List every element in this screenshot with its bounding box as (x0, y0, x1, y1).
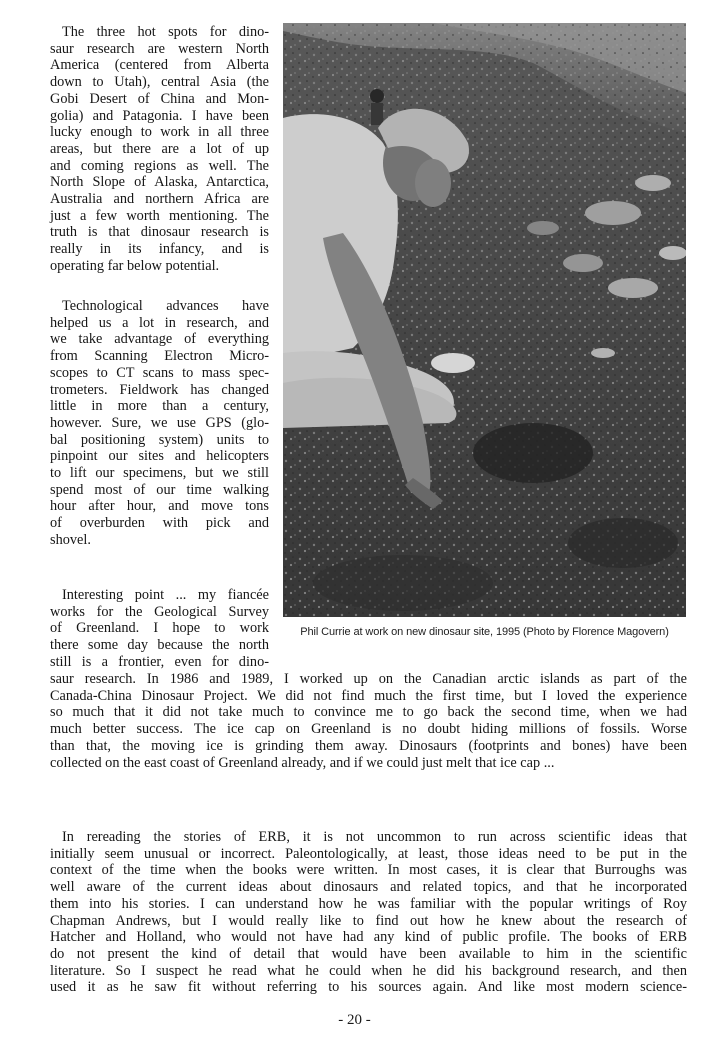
column-paragraph-3 (50, 587, 269, 671)
text-line: shovel. (50, 531, 91, 548)
text-line: and coming regions as well. The (50, 157, 269, 174)
text-line: really in its infancy, and is (50, 241, 269, 258)
text-line: trometers. Fieldwork has changed (50, 381, 269, 398)
text-line: collected on the east coast of Greenland already, and if we could just melt that ice cap ... (50, 754, 555, 771)
text-line: scopes to CT scans to mass spec- (50, 364, 269, 381)
text-line: literature. So I suspect he read what he could when he did his background research, and then (50, 962, 687, 979)
text-line: Canada-China Dinosaur Project. We did not find much the first time, but I loved the experience (50, 687, 687, 704)
text-line: Australia and northern Africa are (50, 191, 269, 208)
field-photo (283, 23, 686, 617)
text-line: there some day because the north (50, 637, 269, 654)
text-line: them into his stories. I can understand how he was familiar with the popular writings of Roy (50, 895, 687, 912)
text-line: than that, the moving ice is grinding them away. Dinosaurs (footprints and bones) have been (50, 737, 687, 754)
text-line: operating far below potential. (50, 257, 220, 274)
text-line: of Greenland. I hope to work (50, 620, 269, 637)
text-line: saur research are western North (50, 40, 269, 57)
text-line: context of the time when the books were written. In most cases, it is clear that Burroughs was (50, 862, 687, 879)
text-line: bal positioning system) units to (50, 431, 269, 448)
text-line: initially seem unusual or incorrect. Paleontologically, at least, those ideas need to be put in the (50, 845, 687, 862)
text-line: North Slope of Alaska, Antarctica, (50, 174, 269, 191)
text-line: The three hot spots for dino- (62, 24, 269, 40)
text-line: Technological advances have (62, 298, 269, 314)
text-line: Hatcher and Holland, who would not have had any kind of public profile. The books of ERB (50, 929, 687, 946)
text-line: In rereading the stories of ERB, it is not uncommon to run across scientific ideas that (62, 829, 687, 845)
text-line: Interesting point ... my fiancée (62, 587, 269, 603)
field-photo-image (283, 23, 686, 617)
text-line: down to Utah), central Asia (the (50, 74, 269, 91)
text-line: just a few worth mentioning. The (50, 207, 269, 224)
text-line: America (centered from Alberta (50, 57, 269, 74)
text-line: Chapman Andrews, but I would really like to find out how he knew about the research of (50, 912, 687, 929)
text-line: we take advantage of everything (50, 331, 269, 348)
text-line: works for the Geological Survey (50, 603, 269, 620)
text-line: Gobi Desert of China and Mon- (50, 90, 269, 107)
text-line: helped us a lot in research, and (50, 314, 269, 331)
text-line: spend most of our time walking (50, 481, 269, 498)
text-line: used it as he saw fit without referring to his sources again. And like most modern science- (50, 979, 687, 996)
text-line: so much that it did not take much to convince me to go back the second time, when we had (50, 704, 687, 721)
text-line: pinpoint our sites and helicopters (50, 448, 269, 465)
text-line: truth is that dinosaur research is (50, 224, 269, 241)
text-line: hour after hour, and move tons (50, 498, 269, 515)
column-paragraph-1 (50, 24, 269, 275)
full-width-paragraph-3 (50, 671, 687, 771)
photo-caption: Phil Currie at work on new dinosaur site, 1995 (Photo by Florence Magovern) (300, 626, 669, 638)
full-width-paragraph-4 (50, 829, 687, 996)
text-line: of overburden with pick and (50, 515, 269, 532)
text-line: to lift our specimens, but we still (50, 465, 269, 482)
column-paragraph-2 (50, 298, 269, 549)
text-line: much better success. The ice cap on Greenland is no doubt hiding millions of fossils. Worse (50, 721, 687, 738)
text-line: well aware of the current ideas about dinosaurs and related topics, and that he incorporated (50, 879, 687, 896)
text-line: still is a frontier, even for dino- (50, 653, 269, 670)
page-number: - 20 - (338, 1012, 371, 1028)
text-line: golia) and Patagonia. I have been (50, 107, 269, 124)
text-line: areas, but there are a lot of up (50, 140, 269, 157)
text-line: do not present the kind of detail that would have been available to him in the scientific (50, 945, 687, 962)
text-line: however. Sure, we use GPS (glo- (50, 414, 269, 431)
text-line: little in more than a century, (50, 398, 269, 415)
text-line: saur research. In 1986 and 1989, I worked up on the Canadian arctic islands as part of the (50, 671, 687, 687)
text-line: lucky enough to work in all three (50, 124, 269, 141)
text-line: from Scanning Electron Micro- (50, 348, 269, 365)
